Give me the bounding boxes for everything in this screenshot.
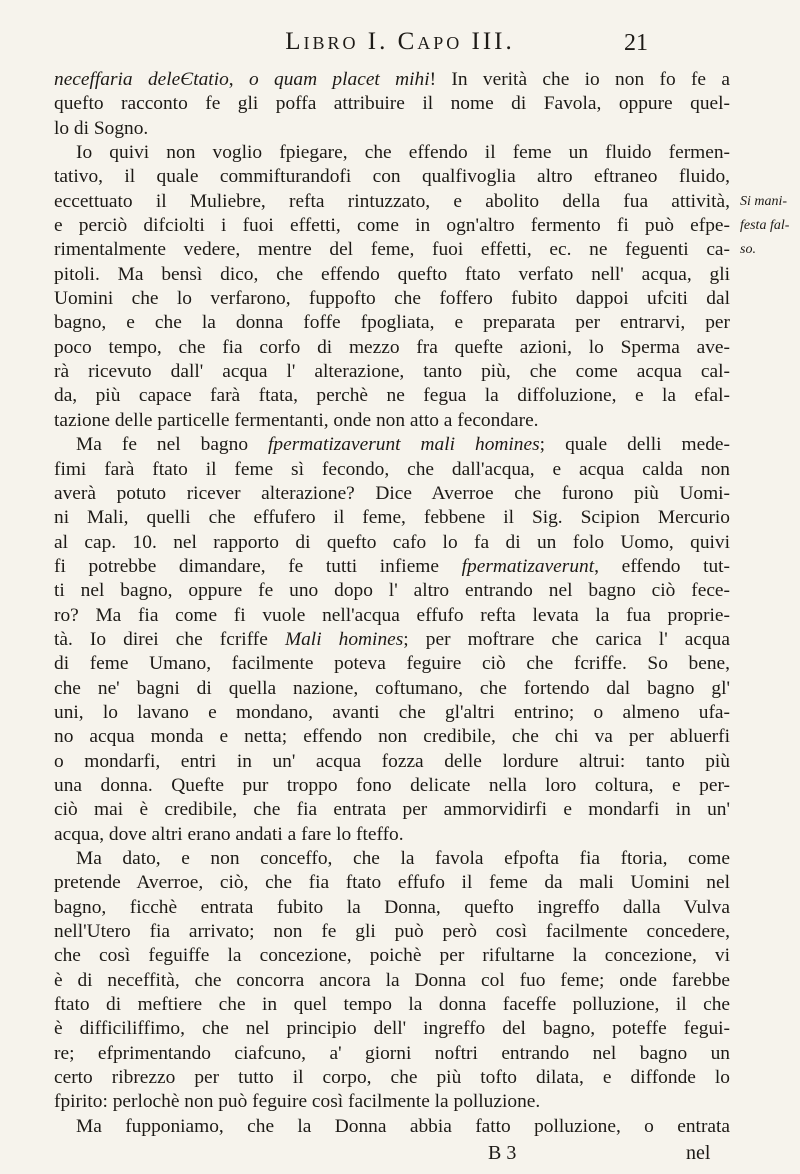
text-line (54, 701, 730, 725)
text-line (54, 1115, 730, 1139)
text-line (54, 1042, 730, 1066)
text-line (54, 214, 730, 238)
text-run: una donna. Quefte pur troppo fono delicate nella loro coltura, e per- (54, 774, 730, 796)
text-line (54, 433, 730, 457)
text-line (54, 263, 730, 287)
text-line (54, 969, 730, 993)
text-run: uni, lo lavano e mondano, avanti che gl'altri entrino; o almeno ufa- (54, 701, 730, 723)
text-run: , (228, 69, 249, 90)
running-title: Libro I. Capo III. (285, 28, 515, 55)
text-line (54, 336, 730, 360)
text-line (54, 750, 730, 774)
text-line (54, 871, 730, 895)
text-line (54, 944, 730, 968)
text-line (54, 311, 730, 335)
text-line (54, 117, 730, 141)
italic-phrase: o quam placet mihi (248, 69, 430, 90)
text-run: Ma fupponiamo, che la Donna abbia fatto polluzione, o entrata (76, 1115, 730, 1137)
page-number: 21 (624, 30, 648, 56)
text-line (54, 920, 730, 944)
text-run: tazione delle particelle fermentanti, onde non atto a fecondare. (54, 409, 539, 431)
text-run: o mondarfi, entri in un' acqua fozza delle lordure altrui: tanto più (54, 750, 730, 772)
text-run: fi potrebbe dimandare, fe tutti infieme (54, 555, 462, 577)
text-run: eccettuato il Muliebre, refta rintuzzato, e abolito della fua attività, (54, 190, 730, 212)
text-line (54, 652, 730, 676)
text-run: al cap. 10. nel rapporto di quefto cafo lo fa di un folo Uomo, quivi (54, 531, 730, 553)
text-run: tà. Io direi che fcriffe (54, 628, 285, 650)
text-run: pitoli. Ma bensì dico, che effendo quefto ftato verfato nell' acqua, gli (54, 263, 730, 285)
text-line (54, 238, 730, 262)
running-head (0, 28, 800, 62)
text-line (54, 774, 730, 798)
text-line (54, 68, 730, 92)
text-line (54, 604, 730, 628)
text-line (54, 360, 730, 384)
text-run: e perciò difciolti i fuoi effetti, come in ogn'altro fermento fi può efpe- (54, 215, 730, 237)
text-run: ; quale delli mede- (539, 434, 730, 456)
text-run: re; efprimentando ciafcuno, a' giorni noftri entrando nel bagno un (54, 1042, 730, 1064)
text-run: ; per moftrare che carica l' acqua (403, 628, 730, 650)
italic-phrase: fpermatizaverunt (461, 555, 595, 577)
text-run: ro? Ma fia come fi vuole nell'acqua effufo refta levata la fua proprie- (54, 604, 730, 626)
text-line (54, 384, 730, 408)
text-line (54, 555, 730, 579)
text-line (54, 1090, 730, 1114)
margin-note-line: festa fal- (740, 218, 790, 233)
text-run: che ne' bagni di quella nazione, coftumano, che fortendo dal bagno gl' (54, 677, 730, 699)
text-line (54, 531, 730, 555)
text-run: Ma fe nel bagno (76, 434, 269, 456)
text-run: , effendo tut- (594, 555, 730, 577)
text-line (54, 823, 730, 847)
text-line (54, 165, 730, 189)
text-line (54, 482, 730, 506)
text-line (54, 458, 730, 482)
italic-phrase: neceffaria deleЄtatio (54, 69, 229, 90)
text-line (54, 92, 730, 116)
text-line (54, 141, 730, 165)
text-run: Io quivi non voglio fpiegare, che effendo il feme un fluido fermen- (76, 142, 730, 164)
text-run: ciò mai è credibile, che fia entrata per ammorvidirfi e mondarfi in un' (54, 799, 730, 821)
text-run: rimentalmente vedere, mentre del feme, fuoi effetti, ec. ne feguenti ca- (54, 239, 730, 261)
text-run: ti nel bagno, oppure fe uno dopo l' altro entrando nel bagno ciò fece- (54, 580, 730, 602)
text-run: ftato di meftiere che in quel tempo la donna faceffe polluzione, il che (54, 994, 730, 1016)
text-line (54, 579, 730, 603)
margin-note-line: so. (740, 242, 756, 257)
text-line (54, 725, 730, 749)
text-run: fpirito: perlochè non può feguire così facilmente la polluzione. (54, 1091, 541, 1113)
text-line (54, 993, 730, 1017)
text-run: bagno, ficchè entrata fubito la Donna, quefto ingreffo dalla Vulva (54, 896, 730, 918)
catchword: nel (686, 1142, 711, 1164)
text-run: pretende Averroe, ciò, che fia ftato effufo il feme da mali Uomini nel (54, 872, 730, 894)
text-run: fimi farà ftato il feme sì fecondo, che dall'acqua, e acqua calda non (54, 458, 730, 480)
text-line (54, 1066, 730, 1090)
signature-line (0, 1142, 800, 1170)
text-run: poco tempo, che fia corfo di mezzo fra quefte azioni, lo Sperma ave- (54, 336, 730, 358)
text-run: ! In verità che io non fo fe a (429, 69, 730, 90)
margin-note-line: Si mani- (740, 194, 788, 209)
text-run: tativo, il quale commifturandofi con qualfivoglia altro eftraneo fluido, (54, 166, 730, 188)
text-run: acqua, dove altri erano andati a fare lo fteffo. (54, 823, 404, 845)
text-run: ni Mali, quelli che effufero il feme, febbene il Sig. Scipion Mercurio (54, 507, 730, 529)
body-text (54, 68, 730, 1139)
text-line (54, 506, 730, 530)
text-run: è di neceffità, che concorra ancora la Donna col fuo feme; onde farebbe (54, 969, 730, 991)
text-line (54, 409, 730, 433)
text-run: Ma dato, e non conceffo, che la favola efpofta fia ftoria, come (76, 848, 730, 869)
text-line (54, 287, 730, 311)
text-line (54, 798, 730, 822)
text-run: certo ribrezzo per tutto il corpo, che più tofto dilata, e diffonde lo (54, 1067, 730, 1089)
text-run: no acqua monda e netta; effendo non credibile, che chi va per abluerfi (54, 726, 730, 748)
text-run: bagno, e che la donna foffe fpogliata, e preparata per entrarvi, per (54, 312, 730, 334)
text-line (54, 847, 730, 871)
gathering-signature: B 3 (488, 1142, 517, 1164)
text-run: da, più capace farà ftata, perchè ne fegua la diffoluzione, e la efal- (54, 385, 730, 407)
text-run: che così feguiffe la concezione, poichè per rifultarne la concezione, vi (54, 945, 730, 967)
text-run: di feme Umano, facilmente poteva feguire ciò che fcriffe. So bene, (54, 653, 730, 675)
italic-phrase: fpermatizaverunt mali homines (268, 434, 540, 456)
text-line (54, 190, 730, 214)
text-run: quefto racconto fe gli poffa attribuire il nome di Favola, oppure quel- (54, 93, 730, 115)
text-line (54, 1017, 730, 1041)
italic-phrase: Mali homines (284, 628, 404, 650)
text-line (54, 628, 730, 652)
text-run: nell'Utero fia arrivato; non fe gli può però così facilmente concedere, (54, 921, 730, 943)
text-run: averà potuto ricever alterazione? Dice Averroe che furono più Uomi- (54, 482, 730, 504)
text-run: è difficiliffimo, che nel principio dell' ingreffo del bagno, poteffe fegui- (54, 1018, 730, 1040)
text-line (54, 896, 730, 920)
margin-note (740, 190, 800, 262)
text-run: lo di Sogno. (54, 117, 149, 139)
text-run: rà ricevuto dall' acqua l' alterazione, tanto più, che come acqua cal- (54, 361, 730, 383)
text-line (54, 677, 730, 701)
text-run: Uomini che lo verfarono, fuppofto che foffero fubito dappoi ufciti dal (54, 288, 730, 310)
